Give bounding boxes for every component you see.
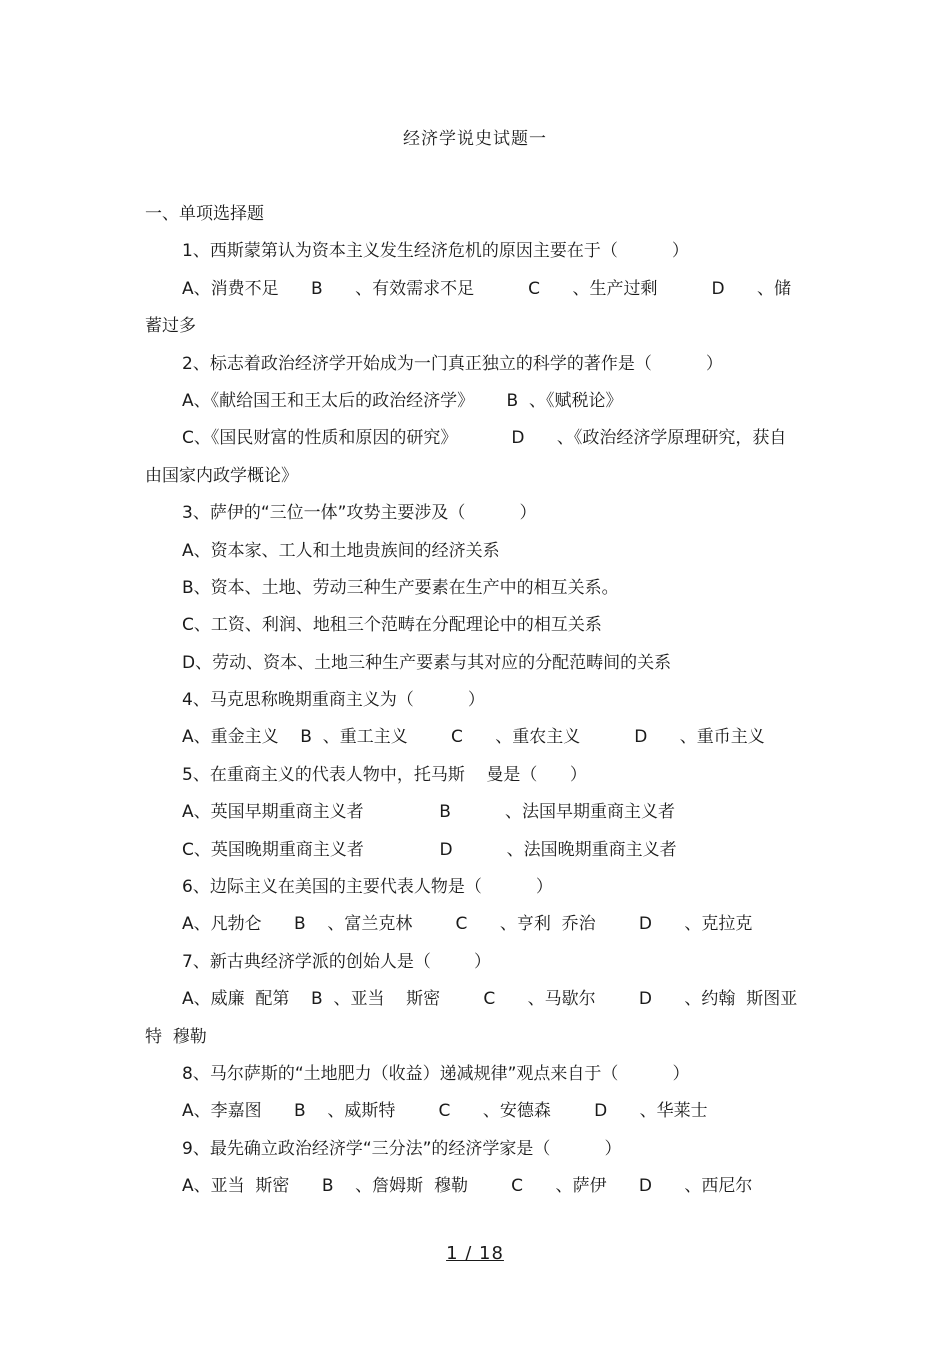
question-text: 1、西斯蒙第认为资本主义发生经济危机的原因主要在于（ ） bbox=[182, 241, 689, 262]
option-line: A、威廉 配第 B 、亚当 斯密 C 、马歇尔 D 、约翰 斯图亚 bbox=[182, 989, 798, 1010]
option-line: A、消费不足 B 、有效需求不足 C 、生产过剩 D 、储 bbox=[182, 278, 792, 299]
option-line: D、劳动、资本、土地三种生产要素与其对应的分配范畴间的关系 bbox=[182, 652, 672, 673]
question-text: 2、标志着政治经济学开始成为一门真正独立的科学的著作是（ ） bbox=[182, 353, 723, 374]
option-line: C、英国晚期重商主义者 D 、法国晚期重商主义者 bbox=[182, 839, 677, 860]
section-heading: 一、单项选择题 bbox=[145, 204, 264, 224]
question-text: 6、边际主义在美国的主要代表人物是（ ） bbox=[182, 877, 553, 898]
question-text: 4、马克思称晚期重商主义为（ ） bbox=[182, 690, 485, 711]
question-text: 7、新古典经济学派的创始人是（ ） bbox=[182, 951, 492, 972]
continuation-line: 特 穆勒 bbox=[145, 1026, 207, 1047]
option-line: A、亚当 斯密 B 、詹姆斯 穆勒 C 、萨伊 D 、西尼尔 bbox=[182, 1176, 753, 1197]
page-footer bbox=[0, 1243, 950, 1264]
option-line: A、凡勃仑 B 、富兰克林 C 、亨利 乔治 D 、克拉克 bbox=[182, 914, 753, 935]
option-line: A、英国早期重商主义者 B 、法国早期重商主义者 bbox=[182, 802, 675, 823]
option-line: A、资本家、工人和土地贵族间的经济关系 bbox=[182, 540, 500, 561]
page-number: 1 / 18 bbox=[446, 1243, 504, 1264]
page-title: 经济学说史试题一 bbox=[403, 129, 547, 149]
question-text: 9、最先确立政治经济学“三分法”的经济学家是（ ） bbox=[182, 1138, 622, 1159]
question-text: 3、萨伊的“三位一体”攻势主要涉及（ ） bbox=[182, 503, 537, 524]
option-line: C、工资、利润、地租三个范畴在分配理论中的相互关系 bbox=[182, 615, 602, 636]
option-line: A、李嘉图 B 、威斯特 C 、安德森 D 、华莱士 bbox=[182, 1101, 708, 1122]
option-line: C、《国民财富的性质和原因的研究》 D 、《政治经济学原理研究，获自 bbox=[182, 428, 787, 449]
option-line: B、资本、土地、劳动三种生产要素在生产中的相互关系。 bbox=[182, 577, 619, 598]
question-text: 5、在重商主义的代表人物中，托马斯 曼是（ ） bbox=[182, 764, 587, 785]
question-text: 8、马尔萨斯的“土地肥力（收益）递减规律”观点来自于（ ） bbox=[182, 1063, 690, 1084]
option-line: A、《献给国王和王太后的政治经济学》 B 、《赋税论》 bbox=[182, 390, 623, 411]
continuation-line: 由国家内政学概论》 bbox=[145, 465, 298, 486]
question-list bbox=[145, 196, 810, 1206]
lines-container bbox=[145, 233, 810, 1205]
option-line: A、重金主义 B 、重工主义 C 、重农主义 D 、重币主义 bbox=[182, 727, 765, 748]
continuation-line: 蓄过多 bbox=[145, 316, 196, 337]
